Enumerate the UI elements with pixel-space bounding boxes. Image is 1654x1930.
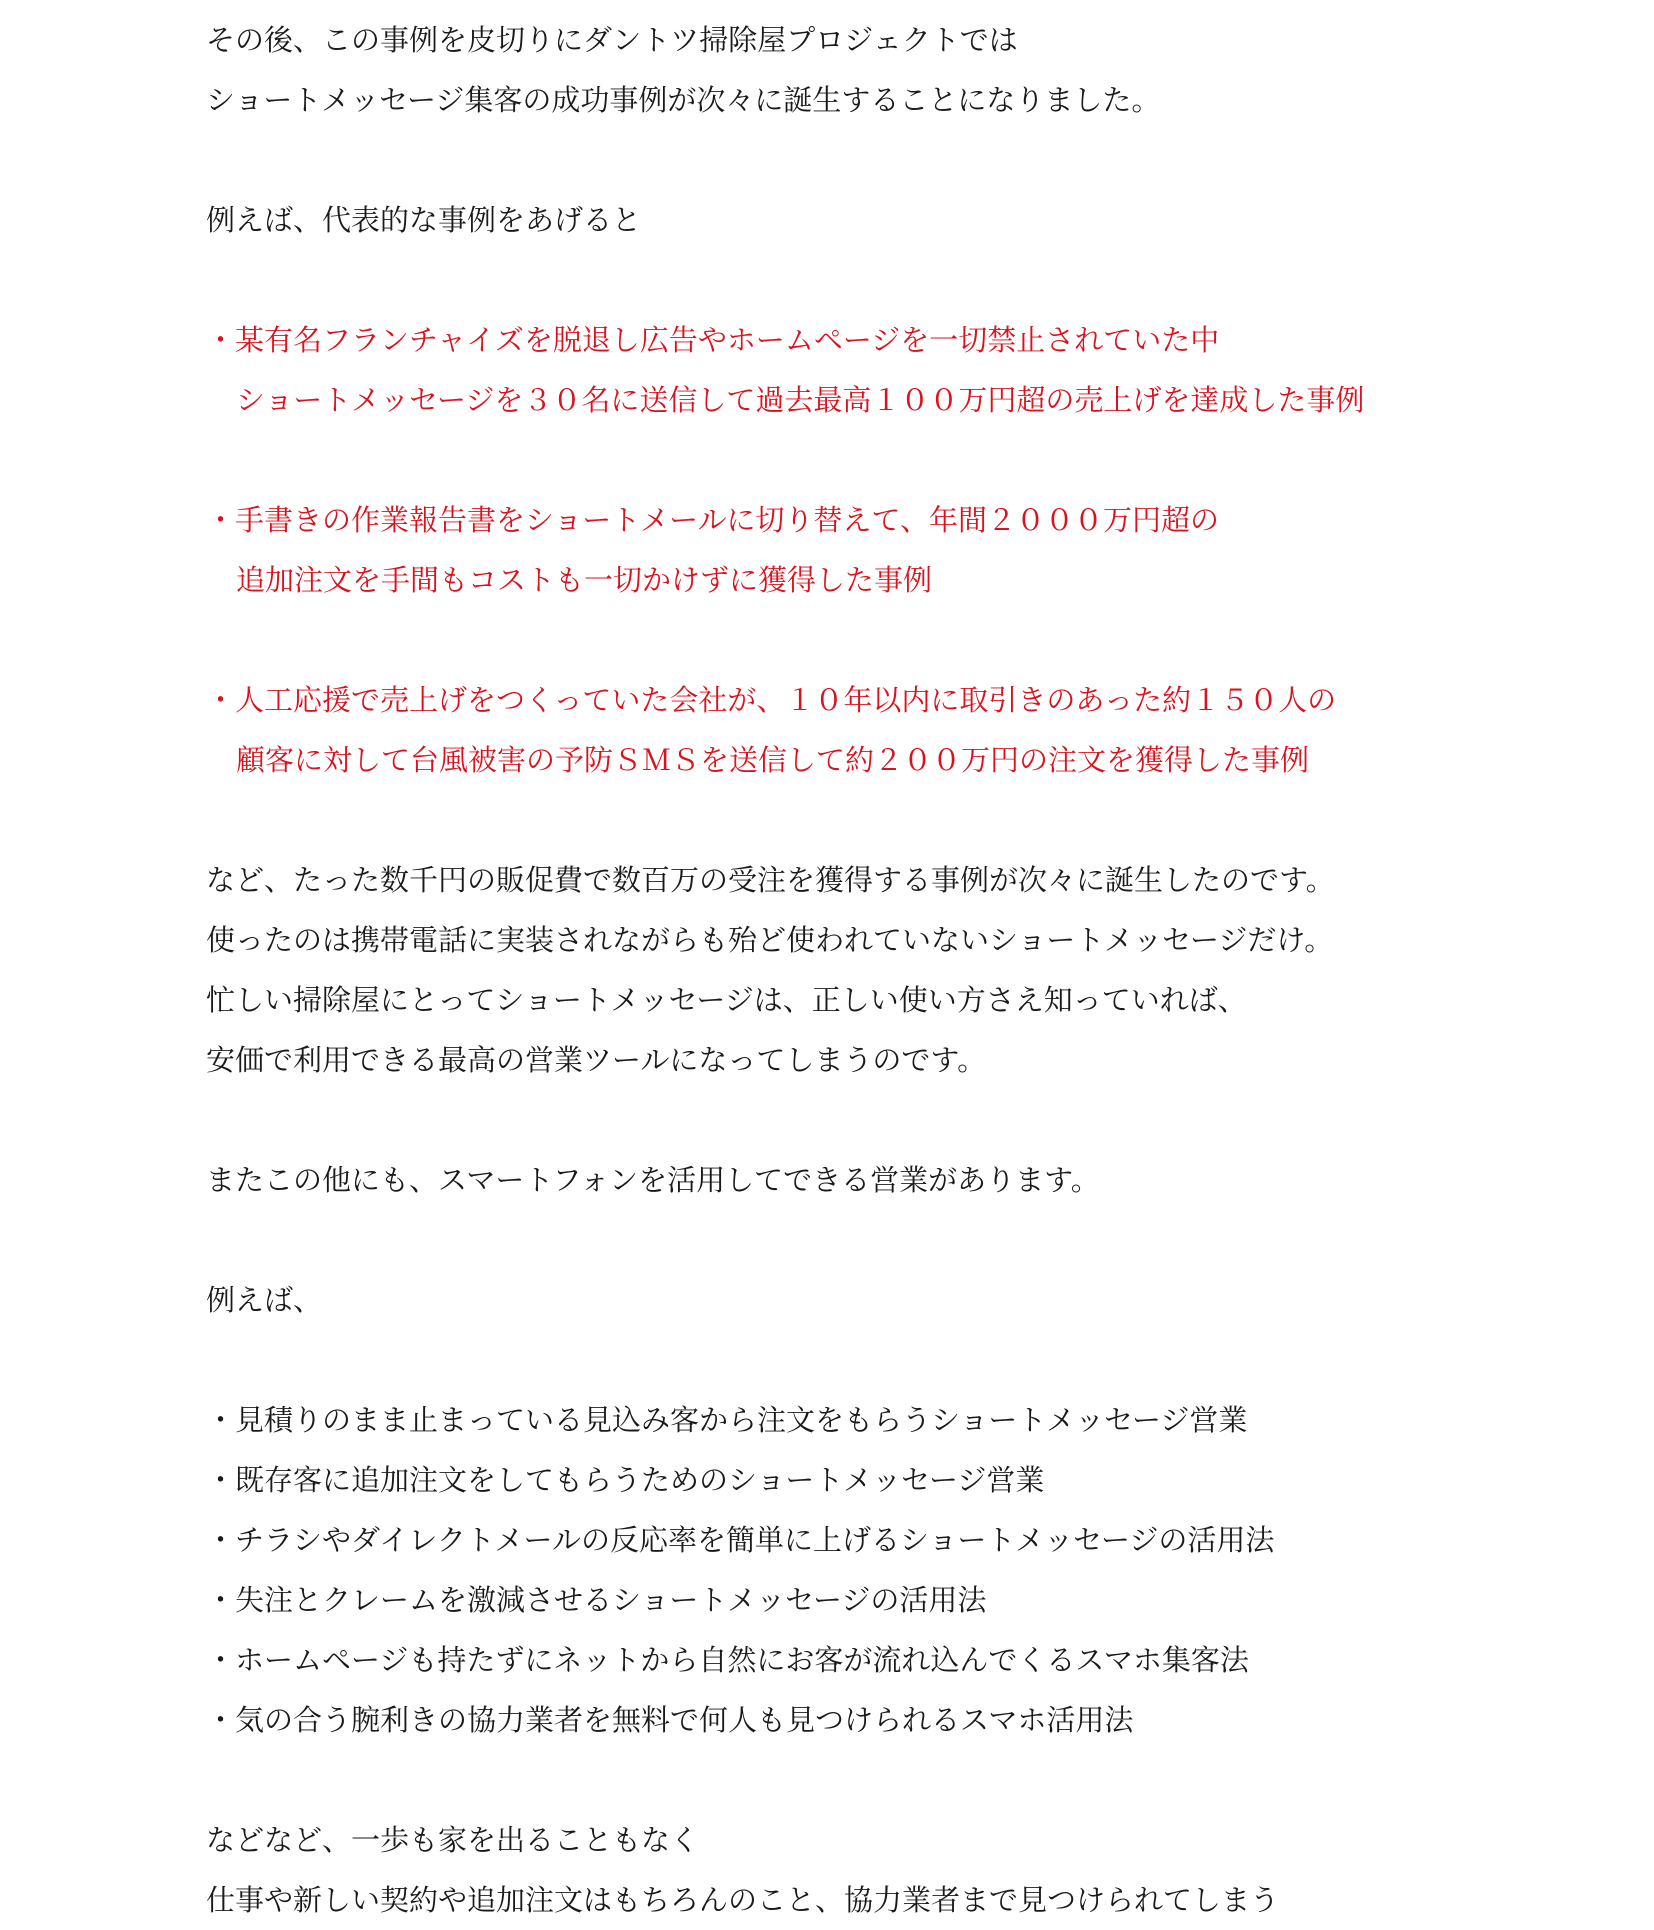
case-study-1-line-2: ショートメッセージを３０名に送信して過去最高１００万円超の売上げを達成した事例: [236, 383, 1365, 417]
other-sales: またこの他にも、スマートフォンを活用してできる営業があります。: [206, 1163, 1100, 1197]
summary-line-4: 安価で利用できる最高の営業ツールになってしまうのです。: [206, 1043, 987, 1077]
spacer: [206, 1330, 1506, 1390]
summary-line-1: など、たった数千円の販促費で数百万の受注を獲得する事例が次々に誕生したのです。: [206, 863, 1335, 897]
method-item: ・チラシやダイレクトメールの反応率を簡単に上げるショートメッセージの活用法: [206, 1523, 1275, 1557]
spacer: [206, 1750, 1506, 1810]
method-item: ・ホームページも持たずにネットから自然にお客が流れ込んでくるスマホ集客法: [206, 1643, 1249, 1677]
method-item: ・既存客に追加注文をしてもらうためのショートメッセージ営業: [206, 1463, 1045, 1497]
examples-lead: 例えば、代表的な事例をあげると: [206, 203, 642, 237]
case-study-3-line-1: ・人工応援で売上げをつくっていた会社が、１０年以内に取引きのあった約１５０人の: [206, 683, 1337, 717]
spacer: [206, 610, 1506, 670]
summary-line-3: 忙しい掃除屋にとってショートメッセージは、正しい使い方さえ知っていれば、: [206, 983, 1247, 1017]
case-study-3-line-2: 顧客に対して台風被害の予防ＳＭＳを送信して約２００万円の注文を獲得した事例: [236, 743, 1310, 777]
intro-line-2: ショートメッセージ集客の成功事例が次々に誕生することになりました。: [206, 83, 1161, 117]
article-body: [206, 10, 1506, 1930]
method-item: ・失注とクレームを激減させるショートメッセージの活用法: [206, 1583, 987, 1617]
case-study-2-line-1: ・手書きの作業報告書をショートメールに切り替えて、年間２０００万円超の: [206, 503, 1219, 537]
intro-line-1: その後、この事例を皮切りにダントツ掃除屋プロジェクトでは: [206, 23, 1018, 57]
case-study-1-line-1: ・某有名フランチャイズを脱退し広告やホームページを一切禁止されていた中: [206, 323, 1220, 357]
spacer: [206, 130, 1506, 190]
method-item: ・気の合う腕利きの協力業者を無料で何人も見つけられるスマホ活用法: [206, 1703, 1134, 1737]
case-study-2-line-2: 追加注文を手間もコストも一切かけずに獲得した事例: [236, 563, 933, 597]
spacer: [206, 1090, 1506, 1150]
spacer: [206, 250, 1506, 310]
spacer: [206, 790, 1506, 850]
method-item: ・見積りのまま止まっている見込み客から注文をもらうショートメッセージ営業: [206, 1403, 1248, 1437]
closing-line-1: などなど、一歩も家を出ることもなく: [206, 1823, 700, 1857]
summary-line-2: 使ったのは携帯電話に実装されながらも殆ど使われていないショートメッセージだけ。: [206, 923, 1334, 957]
closing-line-2: 仕事や新しい契約や追加注文はもちろんのこと、協力業者まで見つけられてしまう: [206, 1883, 1280, 1917]
examples-lead-2: 例えば、: [206, 1283, 323, 1317]
spacer: [206, 430, 1506, 490]
spacer: [206, 1210, 1506, 1270]
